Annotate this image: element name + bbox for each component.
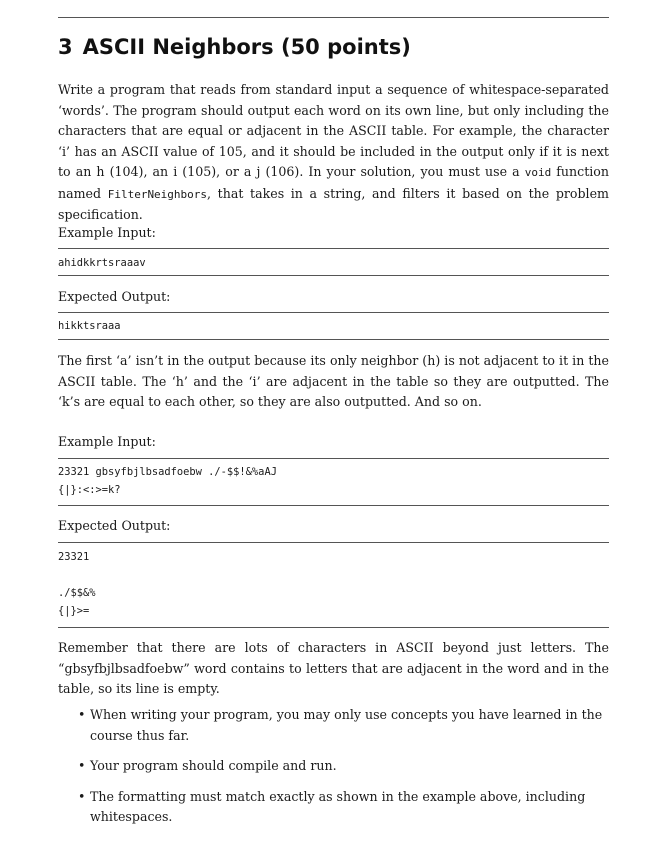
intro-text-2: function named xyxy=(58,164,609,201)
intro-paragraph xyxy=(58,80,609,226)
example2-input-label: Example Input: xyxy=(58,434,156,449)
intro-text-1: Write a program that reads from standard input a sequence of whitespace-separated ‘words’. The program should output each word on its own line, but only including the characters that are equal or adjacent in the ASCII table. For example, the character ‘i’ has an ASCII value of 105, and it should be included in the output only if it is next to an h (104), an i (105), or a j (106). In your solution, you must use a xyxy=(58,82,609,179)
example1-input-code: ahidkkrtsraaav xyxy=(58,257,146,269)
example1-input-rule-top xyxy=(58,248,609,249)
example1-input-rule-bottom xyxy=(58,275,609,276)
explanation2-paragraph: Remember that there are lots of characters in ASCII beyond just letters. The “gbsyfbjlbsadfoebw” word contains to letters that are adjacent in the word and in the table, so its line is empty. xyxy=(58,640,609,696)
requirements-list xyxy=(58,705,609,838)
example1-output-code: hikktsraaa xyxy=(58,320,121,332)
example2-output-rule-top xyxy=(58,542,609,543)
inline-code-void: void xyxy=(524,166,552,179)
example2-output-label: Expected Output: xyxy=(58,518,171,533)
list-item: • When writing your program, you may only use concepts you have learned in the course thus far. xyxy=(78,707,603,743)
example1-output-rule-top xyxy=(58,312,609,313)
list-item: • Your program should compile and run. xyxy=(58,756,609,777)
explanation1-paragraph: The first ‘a’ isn’t in the output because its only neighbor (h) is not adjacent to it in the ASCII table. The ‘h’ and the ‘i’ are adjacent in the table so they are outputted. The ‘k’s are equal to each other, so they are also outputted. And so on. xyxy=(58,353,609,409)
section-number: 3 xyxy=(58,35,73,59)
bullet-icon: • xyxy=(78,758,86,773)
top-rule xyxy=(58,17,609,18)
bullet-icon: • xyxy=(78,788,86,804)
example1-input-label: Example Input: xyxy=(58,225,156,240)
example2-input-rule-top xyxy=(58,458,609,459)
example2-input-code: 23321 gbsyfbjlbsadfoebw ./-$$!&%aAJ {|}:<:>=k? xyxy=(58,466,277,496)
example2-output-rule-bottom xyxy=(58,627,609,628)
intro-text-3: , that takes in a string, and filters it based on the problem specification. xyxy=(58,185,609,222)
section-title: ASCII Neighbors (50 points) xyxy=(82,35,411,59)
section-heading xyxy=(58,35,411,59)
example2-output-code: 23321 ./$$&% {|}>= xyxy=(58,551,96,617)
example2-input-rule-bottom xyxy=(58,505,609,506)
list-item: • The formatting must match exactly as shown in the example above, including whitespaces. xyxy=(78,788,586,824)
bullet-icon: • xyxy=(78,707,86,722)
example1-output-rule-bottom xyxy=(58,339,609,340)
inline-code-filter-neighbors: FilterNeighbors xyxy=(107,187,208,201)
example1-output-label: Expected Output: xyxy=(58,289,171,304)
